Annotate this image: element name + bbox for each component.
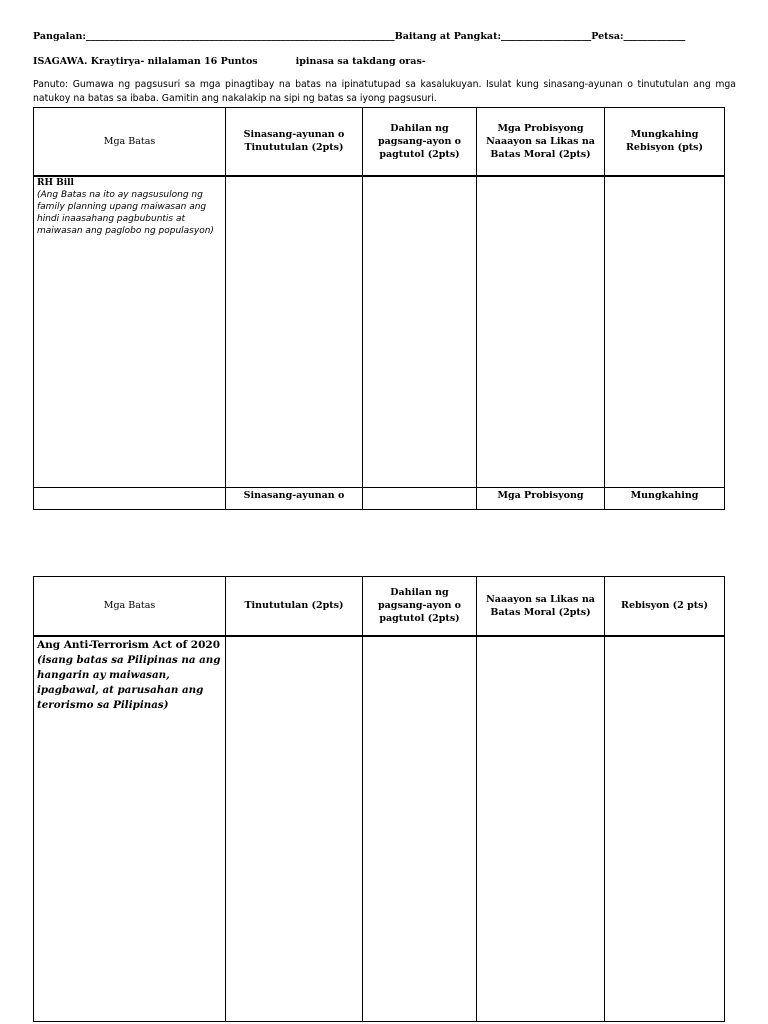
submission-note: ipinasa sa takdang oras- [295,56,426,67]
table2-header-agree: Tinututulan (2pts) [226,577,363,636]
law-description: (Ang Batas na ito ay nagsusulong ng family planning upang maiwasan ang hindi inaasahang pagbubuntis at maiwasan ang paglobo ng populasyon) [37,189,214,236]
table1-header-row [34,108,725,176]
cut-cell [363,488,477,510]
pangalan-field[interactable]: Pangalan:_________________________________________________________________ [33,31,395,42]
petsa-field[interactable]: Petsa:_____________ [591,31,686,42]
cut-cell: Mungkahing [605,488,725,510]
law-name: Ang Anti-Terrorism Act of 2020 [37,638,221,651]
answer-cell-revision[interactable] [605,636,725,1022]
answer-cell-agree[interactable] [226,176,363,488]
table1-header-provisions: Mga Probisyong Naaayon sa Likas na Batas Moral (2pts) [477,108,605,176]
table1-header-laws: Mga Batas [34,108,226,176]
baitang-field[interactable]: Baitang at Pangkat:___________________ [394,31,592,42]
table1-header-agree: Sinasang-ayunan o Tinututulan (2pts) [226,108,363,176]
laws-table-2 [33,576,725,1022]
answer-cell-revision[interactable] [605,176,725,488]
law-cell-anti-terrorism [34,636,226,1022]
cut-cell [34,488,226,510]
table2-header-reason: Dahilan ng pagsang-ayon o pagtutol (2pts) [363,577,477,636]
table1-cut-row [34,488,725,510]
answer-cell-provisions[interactable] [477,176,605,488]
cut-cell: Sinasang-ayunan o [226,488,363,510]
table2-row-anti-terror [34,636,725,1022]
criteria-label: ISAGAWA. Kraytirya- nilalaman 16 Puntos [33,56,258,67]
instructions: Panuto: Gumawa ng pagsusuri sa mga pinagtibay na batas na ipinatutupad sa kasalukuyan. Isulat kung sinasang-ayunan o tinututulan ang mga natukoy na batas sa ibaba. Gamitin ang nakalakip na sipi ng batas sa iyong pagsusuri. [33,79,736,104]
table2-header-laws: Mga Batas [34,577,226,636]
header-line [33,31,733,42]
table2-header-row [34,577,725,636]
law-name: RH Bill [37,177,74,188]
activity-title [33,56,426,67]
cut-cell: Mga Probisyong [477,488,605,510]
answer-cell-reason[interactable] [363,176,477,488]
law-cell-rh-bill [34,176,226,488]
table1-header-revision: Mungkahing Rebisyon (pts) [605,108,725,176]
law-description: (isang batas sa Pilipinas na ang hangarin ay maiwasan, ipagbawal, at parusahan ang terorismo sa Pilipinas) [37,653,221,711]
table2-header-revision: Rebisyon (2 pts) [605,577,725,636]
table2-header-provisions: Naaayon sa Likas na Batas Moral (2pts) [477,577,605,636]
answer-cell-reason[interactable] [363,636,477,1022]
table1-header-reason: Dahilan ng pagsang-ayon o pagtutol (2pts) [363,108,477,176]
laws-table-1 [33,107,725,510]
table1-row-rh-bill [34,176,725,488]
answer-cell-provisions[interactable] [477,636,605,1022]
answer-cell-agree[interactable] [226,636,363,1022]
